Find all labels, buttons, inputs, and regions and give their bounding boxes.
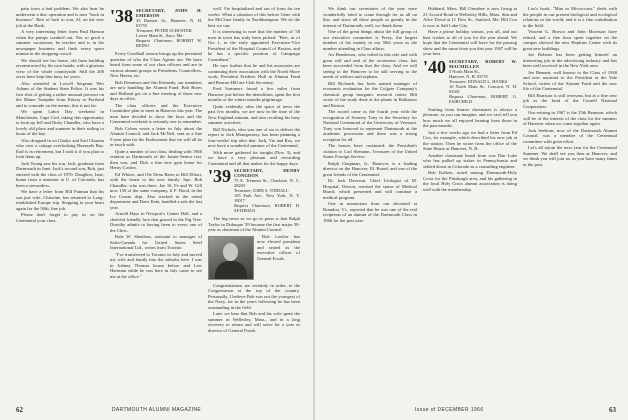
agent-label: Bequest Chairman, <box>449 93 487 99</box>
paragraph: Jack Young saw his son, Jack, graduate from Dartmouth in June. Jack's second son, Bob, just entered with the class of 1970. Daughter, Jane, home from a semester at U. of Colorado, has been a stewardess. <box>16 160 104 188</box>
paragraph: Our retiring in 1967 is the 25th Reunion, which will be of the interest of the class for the summer of Hanover when we come together again. <box>523 110 617 126</box>
paragraph: Bob Lawlor has now elected president and seated as the executive officer of General Foods. <box>257 233 300 261</box>
paragraph: Starting from former classmates is always a pleasure, as you can imagine, and we can't tell you how much we all enjoyed hearing from those in the past months. <box>423 106 517 128</box>
right-column-1 <box>323 6 417 398</box>
paragraph: Dr. Jack Daversar, Chief Urologist of M. Hospital, Detroit, reached the status of Medical Board, which presented and will continue a medical program. <box>323 178 417 200</box>
paragraph: Also dropped in on Gladys and Earl Churma who own a cottage overlooking Buzzards Bay. Earl is in retirement, but I took it if you plan to look them up. <box>16 137 104 159</box>
treasurer-label: Treasurer, <box>449 78 467 84</box>
paragraph: Bob Kallzer, noted among Dartmouth-Holy Cross for the Pittsburgh area, and his gathering in the local Holy Cross alumni association is doing well with the membership. <box>423 170 517 192</box>
secretary-address: 5 North Main St., <box>449 68 480 74</box>
class-39-heading <box>208 168 300 213</box>
page-number: 62 <box>16 406 23 414</box>
secretary-line: SECRETARY, ROBERT W. MACMILLEN <box>449 58 517 69</box>
paragraph: Bob Cohen wrote a letter in July about the Alumni Council, and Jack McNeil, sent us a fine 5-year plan for the Endowment that we will all be in touch with. <box>110 125 202 147</box>
paragraph: Bill Nichols, who was one of six to deliver the report to Jack Montgomery, has been planning a four-weeks' trip after that. Jack, Vie and Roy, we now have a wonderful summer of the Centennial. <box>208 126 300 148</box>
treasurer-name: JOHN S. TINDALL <box>252 188 289 193</box>
left-column-3 <box>208 6 300 398</box>
treasurer-name: DONALD L. HANKS <box>467 78 508 84</box>
class-39-officers <box>234 168 300 213</box>
photo-side-text <box>257 234 300 283</box>
paragraph: Rule W. Skenhaw, assistant to manager of Sales-Canada for United States Steel International Ltd., writes from Toronto: <box>110 234 202 250</box>
paragraph: Bob Dennison and Jim Kennedy, our members are now handling the Alumni Fund. Bob Bores and Holland got on a fine meeting of these new days in office. <box>110 79 202 101</box>
paragraph: One of the great things about the full group of our executive committee is Prexy, the largest number of his mainly in our 50th years as the number attending in Class affairs. <box>323 29 417 51</box>
paragraph: A very interesting letter from Paul Hanson when the pumps cranked out. Not so good a summer vacationer, he teaches and is in the newspaper business and finds every spare minute in the shopping crowd. <box>16 29 104 56</box>
right-column-3 <box>523 6 617 398</box>
paragraph: Ralph Chapman, Jr., Hanover, is a leading director on the Hanover, Ill. Board, and one of the great friends of the Centennial. <box>323 160 417 177</box>
paragraph: He says further that he and his associates are continuing their association with the North Shore work, President Frederic Hull in Alumni Fund and Beacon Hill are Club Secretary. <box>208 63 300 85</box>
paragraph: Quite evidently, after the space of news the past few months, we are now in the time of the New England autumn, and also recalling his busy summer activities. <box>208 103 300 125</box>
right-page <box>315 0 628 420</box>
agent-name: ROBERT H. SETHMAN <box>234 203 300 213</box>
agent-label: Bequest Chairman, <box>234 203 271 208</box>
paragraph: Art Henderson, who toiled in this role and with great will and zeal of the secretaries class, has been succeeded from that the class. And we will seeing to the Hanover to be still serving to the needs of widows and orphans. <box>323 52 417 79</box>
issue-date: Issue of DECEMBER 1966 <box>415 407 484 413</box>
class-40-heading <box>423 56 517 104</box>
paragraph: well, Vie hospitalized and out of form for ten weeks. What a situation of this before Gene with the McClure family in Northhampton. We do the best we can. <box>208 6 300 28</box>
paragraph: Bill Harrison is still overseas, but at a fine new job as the head of the Cornell National Cooperation. <box>523 92 617 109</box>
paragraph: We think our secretaries of the year were wonderfully fated to come through for us all on this, and since all these people so greatly in the interest of Dartmouth, well, we thank them. <box>323 6 417 28</box>
class-year-39: '39 <box>208 166 232 186</box>
portrait-shoulders-shape <box>215 261 247 279</box>
paragraph: pain from a bad problem. We also hear he underwent a disc operation and is now "back in business". Best of luck to you, Al, on the new job at the Bank. <box>16 6 104 28</box>
right-column-2 <box>423 6 517 398</box>
class-40-officers <box>449 59 517 104</box>
paragraph: Bill Richards has been named manager of economic evaluation for the Colgate Company's chemical group inorganic research center. Bill wrote of the study done at the plants in Baltimore and Boston. <box>323 80 417 108</box>
agent-name: ROBERT W. REINO <box>136 38 202 48</box>
treasurer-name: PETER SCHUSTER <box>154 28 192 33</box>
secretary-address-2: Hanover, N. H. 03755 <box>449 73 488 79</box>
class-38-heading <box>110 8 202 48</box>
left-column-2 <box>110 6 202 398</box>
paragraph: Quite a number of our class, dealing with 1966 reunion as Dartmouth of the Junior-Senior rest, then was, and Dick a fine new gain home for Henry Coslon. <box>110 148 202 170</box>
left-page <box>0 0 313 420</box>
paragraph: Ed Whites, and Ole Dean Bates to Bill Elliott, with the home to the new family. Spo. Bob Chandler, who was there, Joe 16, Fe and W. Gill now 150 of the same company, It F. Hood, in the Ice Cream dept. Also worked in the rental department and Dave Kent, handled a sale the last year. <box>110 171 202 210</box>
secretary-line: SECRETARY, JOHN H. EMERSON <box>136 8 202 18</box>
paragraph: Congratulations are certainly in order, to the Congressman at the top of the country. Personally, I believe Bob was not the youngest of the Navy, for in the years following he has been outstanding in the field. <box>208 282 300 310</box>
portrait-head-shape <box>223 243 238 261</box>
agent-name: ROBERT G. FAIRCHILD <box>449 93 517 104</box>
paragraph: Just a few weeks ago we had a letter from Ed Cox, for example, which described his new job at the station. Then he wrote from the office of the State House at Hanover, N. H. <box>423 129 517 151</box>
paragraph: Jack Seeborn, now of the Dartmouth Alumni Council, was a member of the Centennial committee with great effort. <box>523 127 617 144</box>
paragraph: Also attended in Lowell Sergeant Wes Adams of the Student State Police. It was his first shot of getting a rather unusual precinct on the Maine Turnpike from Kittery to Portland and to comrade on the memo; this is not far. <box>16 80 104 108</box>
paragraph: One in memoriam from our deceased at Brandon, Vt., reported that he was one of the real recipients of an alumni of the Dartmouth Class in 1966 for the past year. <box>323 201 417 223</box>
paragraph: Fred Sommers found a few miles from Hanover just before the demolition, spent the first months of the winter months pilgrimage. <box>208 86 300 102</box>
right-footer <box>315 404 628 416</box>
paragraph: Lou's book, "Man in Microcosm," deals with the people in our present biological and ecological relations in the world, and it is a fine contribution to the field. <box>523 6 617 28</box>
left-footer <box>0 404 313 416</box>
paragraph: Another classmate heard from was Dan Luke who has pulled up stakes in Pennsylvania and settled down in Colorado as a consulting engineer. <box>423 152 517 169</box>
paragraph: The award came as the fourth year with the recognition of Scenery Tony to the Secretary for National Centennial of the University of Vermont. Tony was honored to represent Dartmouth at the academic procession and there was a strong reception for all. <box>323 109 417 142</box>
paragraph: Please don't forget to pay us on the Centennial your class. <box>16 212 104 223</box>
paragraph: We have a letter from Bill Putman that his son just wife, Christine, has returned to Long-established Europe trip. Stopping in your heart again for the 50th, fine job. <box>16 189 104 211</box>
page-number: 63 <box>609 406 616 414</box>
secretary-address: 75 E. Tremont St., Charlotte, N. C. 28203 <box>234 178 300 188</box>
paragraph: Hubbard, Mass. Bill Ormsbee is now living at 21 Accord Road in Wellesley Hills, Mass. Sim and Alice Dowd at 11 Dow St., Sanford, Me. Bill Cox is now at Salt Lake City. <box>423 6 517 28</box>
paragraph: "I've transferred to Toronto in July and moved my wife and family into the suburbs here. I was in Johnny Thomas house before and Lew Hartman while he was here in July came to see me at the office." <box>110 251 202 279</box>
secretary-address: 33 Dunster St., Hanover, N. H. 03755 <box>136 18 202 28</box>
treasurer-label: Treasurer, <box>136 28 154 33</box>
paragraph: Vincent G. Brown and John Morrison have retired, and a fine hour spent together on the campus showed the new Hopkins Center with its great new buildings. <box>523 29 617 51</box>
paragraph: We should see his home, old farm building reconstructed by his own hands, with a glorious view of the whole countryside. Still the 200 acres have kept him busy for years. <box>16 57 104 79</box>
treasurer-label: Treasurer, <box>234 188 252 193</box>
paragraph: We spent Labor Day weekend in Manchester, Cape Cod, taking this opportunity to look up Jeff and Dotty Chandler, who have a lovely old place and summer in their sailing to boats of the bay. <box>16 109 104 136</box>
paragraph: The honors have continued: the President's citation to Carl Siemann, Treasurer of the United States Foreign Service. <box>323 143 417 159</box>
paragraph: Every Goodhall season brings up the perennial question of who the Class Agents are. We have heard from some of our class officers and are in various alumni groups as Presidents, Councillors, New Haven, etc. <box>110 51 202 78</box>
paragraph: With more gathered for tonight (Nov. 3), and we have a very pleasant and rewarding Centennial and all that makes for the happy days. <box>208 149 300 166</box>
paragraph: The big news as we go to press is that Ralph Taylor in Dubuque '39 became the first major 50-year as chairman of the Alumni Council. <box>208 216 300 232</box>
treasurer-address: 10 North Main St., Concord, N. H. 03301 <box>449 83 517 94</box>
treasurer-address: Lower Main St., Saco, Me. <box>136 33 184 38</box>
class-year-40: '40 <box>423 56 447 77</box>
agent-label: Bequest Chairman, <box>136 38 173 43</box>
photo-block <box>208 234 300 283</box>
paragraph: Let's all rejoin the next year for the Centennial Summer. We shall see you then at Hanover, and we think you will join us, as you have many times in the past. <box>523 145 617 167</box>
paragraph: Arnold Hays in Newport's Center Hall, and a cheerful friendly face that graced in the Fig Tree. Dorothy admits to having been to every one of the Chris. <box>110 211 202 233</box>
secretary-line: SECRETARY, HENRY CONGDON <box>234 168 300 178</box>
class-38-officers <box>136 8 202 48</box>
paragraph: Joe Bennett, well known to the Class of 1940 and now assistant to the President at the Yale School, writes of the Alumni Fund and the new life of the Centennial. <box>523 69 617 91</box>
left-column-1 <box>16 6 104 398</box>
class-year-38: '38 <box>110 6 134 26</box>
portrait-photo <box>208 236 254 280</box>
publication-name: DARTMOUTH ALUMNI MAGAZINE <box>111 407 202 413</box>
paragraph: Have a prime holiday season, you all, and our best wishes to all of you for the year ahead. We hope that the Centennial will have for the passing show and the same from you this year 1967 will be your best. <box>423 29 517 56</box>
paragraph: It is interesting to note that the number of '38 men in town has truly been picked: "Bert, as of Oct 1, in the early appointed Executive-Vice President of the Hospital Council of Boston, and he has a specific position of Campaign Consultant." <box>208 29 300 62</box>
paragraph: Joe Roberts has been getting himself an interesting job in the advertising industry and has been well received in the New York area. <box>523 52 617 68</box>
paragraph: The class officers and the Executive Committee plan to meet in Hanover this year. The men have decided to show the boys and the Centennial weekend is certainly one to remember. <box>110 102 202 124</box>
treasurer-address: 105 Park Ave., New York, N. Y. 10017 <box>234 193 300 203</box>
paragraph: Later we hear that Bob and his wife spent the summer in Wellesley, Mass., and in a long recovery to return and will serve for a year as director of General Foods. <box>208 311 300 333</box>
